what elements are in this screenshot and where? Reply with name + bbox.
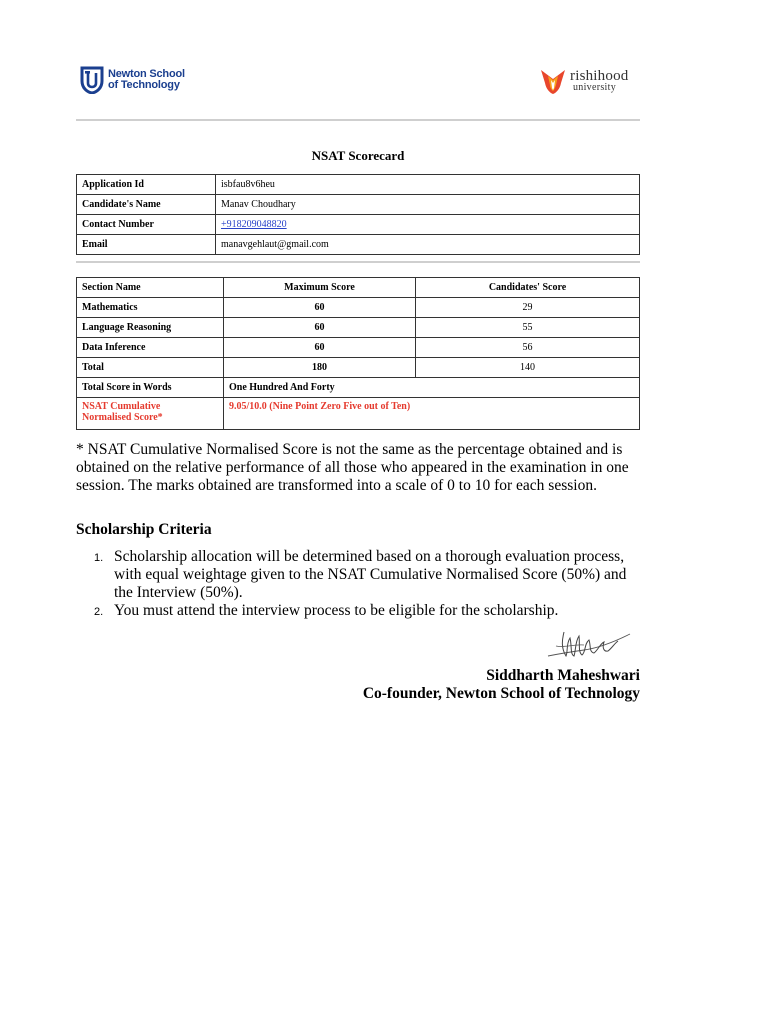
- table-row: [77, 195, 640, 215]
- candidate-score: 29: [416, 298, 640, 318]
- column-header: Maximum Score: [224, 278, 416, 298]
- max-score: 60: [224, 298, 416, 318]
- table-row: [77, 338, 640, 358]
- info-key: Email: [77, 235, 216, 255]
- scholarship-criteria-list: [76, 548, 646, 620]
- list-item: [76, 602, 646, 620]
- rishihood-wordmark: [570, 69, 628, 93]
- words-value: One Hundred And Forty: [224, 378, 640, 398]
- section-name: Language Reasoning: [77, 318, 224, 338]
- normalised-score-note: * NSAT Cumulative Normalised Score is not the same as the percentage obtained and is obtained on the relative performance of all those who appeared in the examination in one session. The marks obtained are transformed into a scale of 0 to 10 for each session.: [76, 441, 629, 494]
- info-value-cell: [216, 215, 640, 235]
- rishihood-sub: university: [573, 82, 616, 93]
- max-score: 60: [224, 338, 416, 358]
- table-row: [77, 175, 640, 195]
- newton-school-shield-icon: [80, 66, 104, 94]
- signatory-name: Siddharth Maheshwari: [486, 667, 640, 684]
- table-row: [77, 398, 640, 430]
- newton-school-logo: [80, 66, 185, 94]
- header-divider: [76, 119, 640, 121]
- candidate-info-table: [76, 174, 640, 255]
- info-key: Application Id: [77, 175, 216, 195]
- table-header-row: [77, 278, 640, 298]
- column-header: Candidates' Score: [416, 278, 640, 298]
- newton-school-wordmark: [108, 69, 185, 91]
- list-item-text: You must attend the interview process to be eligible for the scholarship.: [114, 602, 559, 619]
- info-key: Candidate's Name: [77, 195, 216, 215]
- logo-line-1: Newton School: [108, 68, 185, 80]
- info-value: manavgehlaut@gmail.com: [216, 235, 640, 255]
- table-row: [77, 215, 640, 235]
- table-row: [77, 318, 640, 338]
- rishihood-flame-icon: [538, 66, 568, 96]
- table-row: [77, 378, 640, 398]
- info-value: Manav Choudhary: [216, 195, 640, 215]
- candidate-score: 55: [416, 318, 640, 338]
- table-row: [77, 298, 640, 318]
- info-key: Contact Number: [77, 215, 216, 235]
- section-name: Mathematics: [77, 298, 224, 318]
- table-row: [77, 235, 640, 255]
- page-title: NSAT Scorecard: [311, 148, 405, 163]
- scholarship-heading: Scholarship Criteria: [76, 521, 212, 538]
- logo-line-2: of Technology: [108, 79, 180, 91]
- section-divider: [76, 261, 640, 263]
- candidate-score: 140: [416, 358, 640, 378]
- rishihood-name: rishihood: [570, 68, 629, 84]
- cumulative-value: 9.05/10.0 (Nine Point Zero Five out of Ten): [224, 398, 640, 430]
- words-label: Total Score in Words: [77, 378, 224, 398]
- list-number: 2.: [94, 606, 104, 618]
- list-item-text: Scholarship allocation will be determined based on a thorough evaluation process, with equal weightage given to the NSAT Cumulative Normalised Score (50%) and the Interview (50%).: [114, 548, 627, 601]
- section-name: Data Inference: [77, 338, 224, 358]
- cumulative-label-line-1: NSAT Cumulative: [82, 401, 161, 412]
- column-header: Section Name: [77, 278, 224, 298]
- signature-image: [544, 626, 634, 666]
- rishihood-logo: [538, 66, 628, 96]
- candidate-score: 56: [416, 338, 640, 358]
- contact-number-link[interactable]: +918209048820: [221, 219, 287, 230]
- table-row: [77, 358, 640, 378]
- signatory-role: Co-founder, Newton School of Technology: [362, 685, 640, 702]
- info-value: isbfau8v6heu: [216, 175, 640, 195]
- cumulative-label: [77, 398, 224, 430]
- list-item: [76, 548, 646, 602]
- max-score: 180: [224, 358, 416, 378]
- cumulative-label-line-2: Normalised Score*: [82, 412, 163, 423]
- max-score: 60: [224, 318, 416, 338]
- list-number: 1.: [94, 552, 104, 564]
- score-table: [76, 277, 640, 430]
- section-name: Total: [77, 358, 224, 378]
